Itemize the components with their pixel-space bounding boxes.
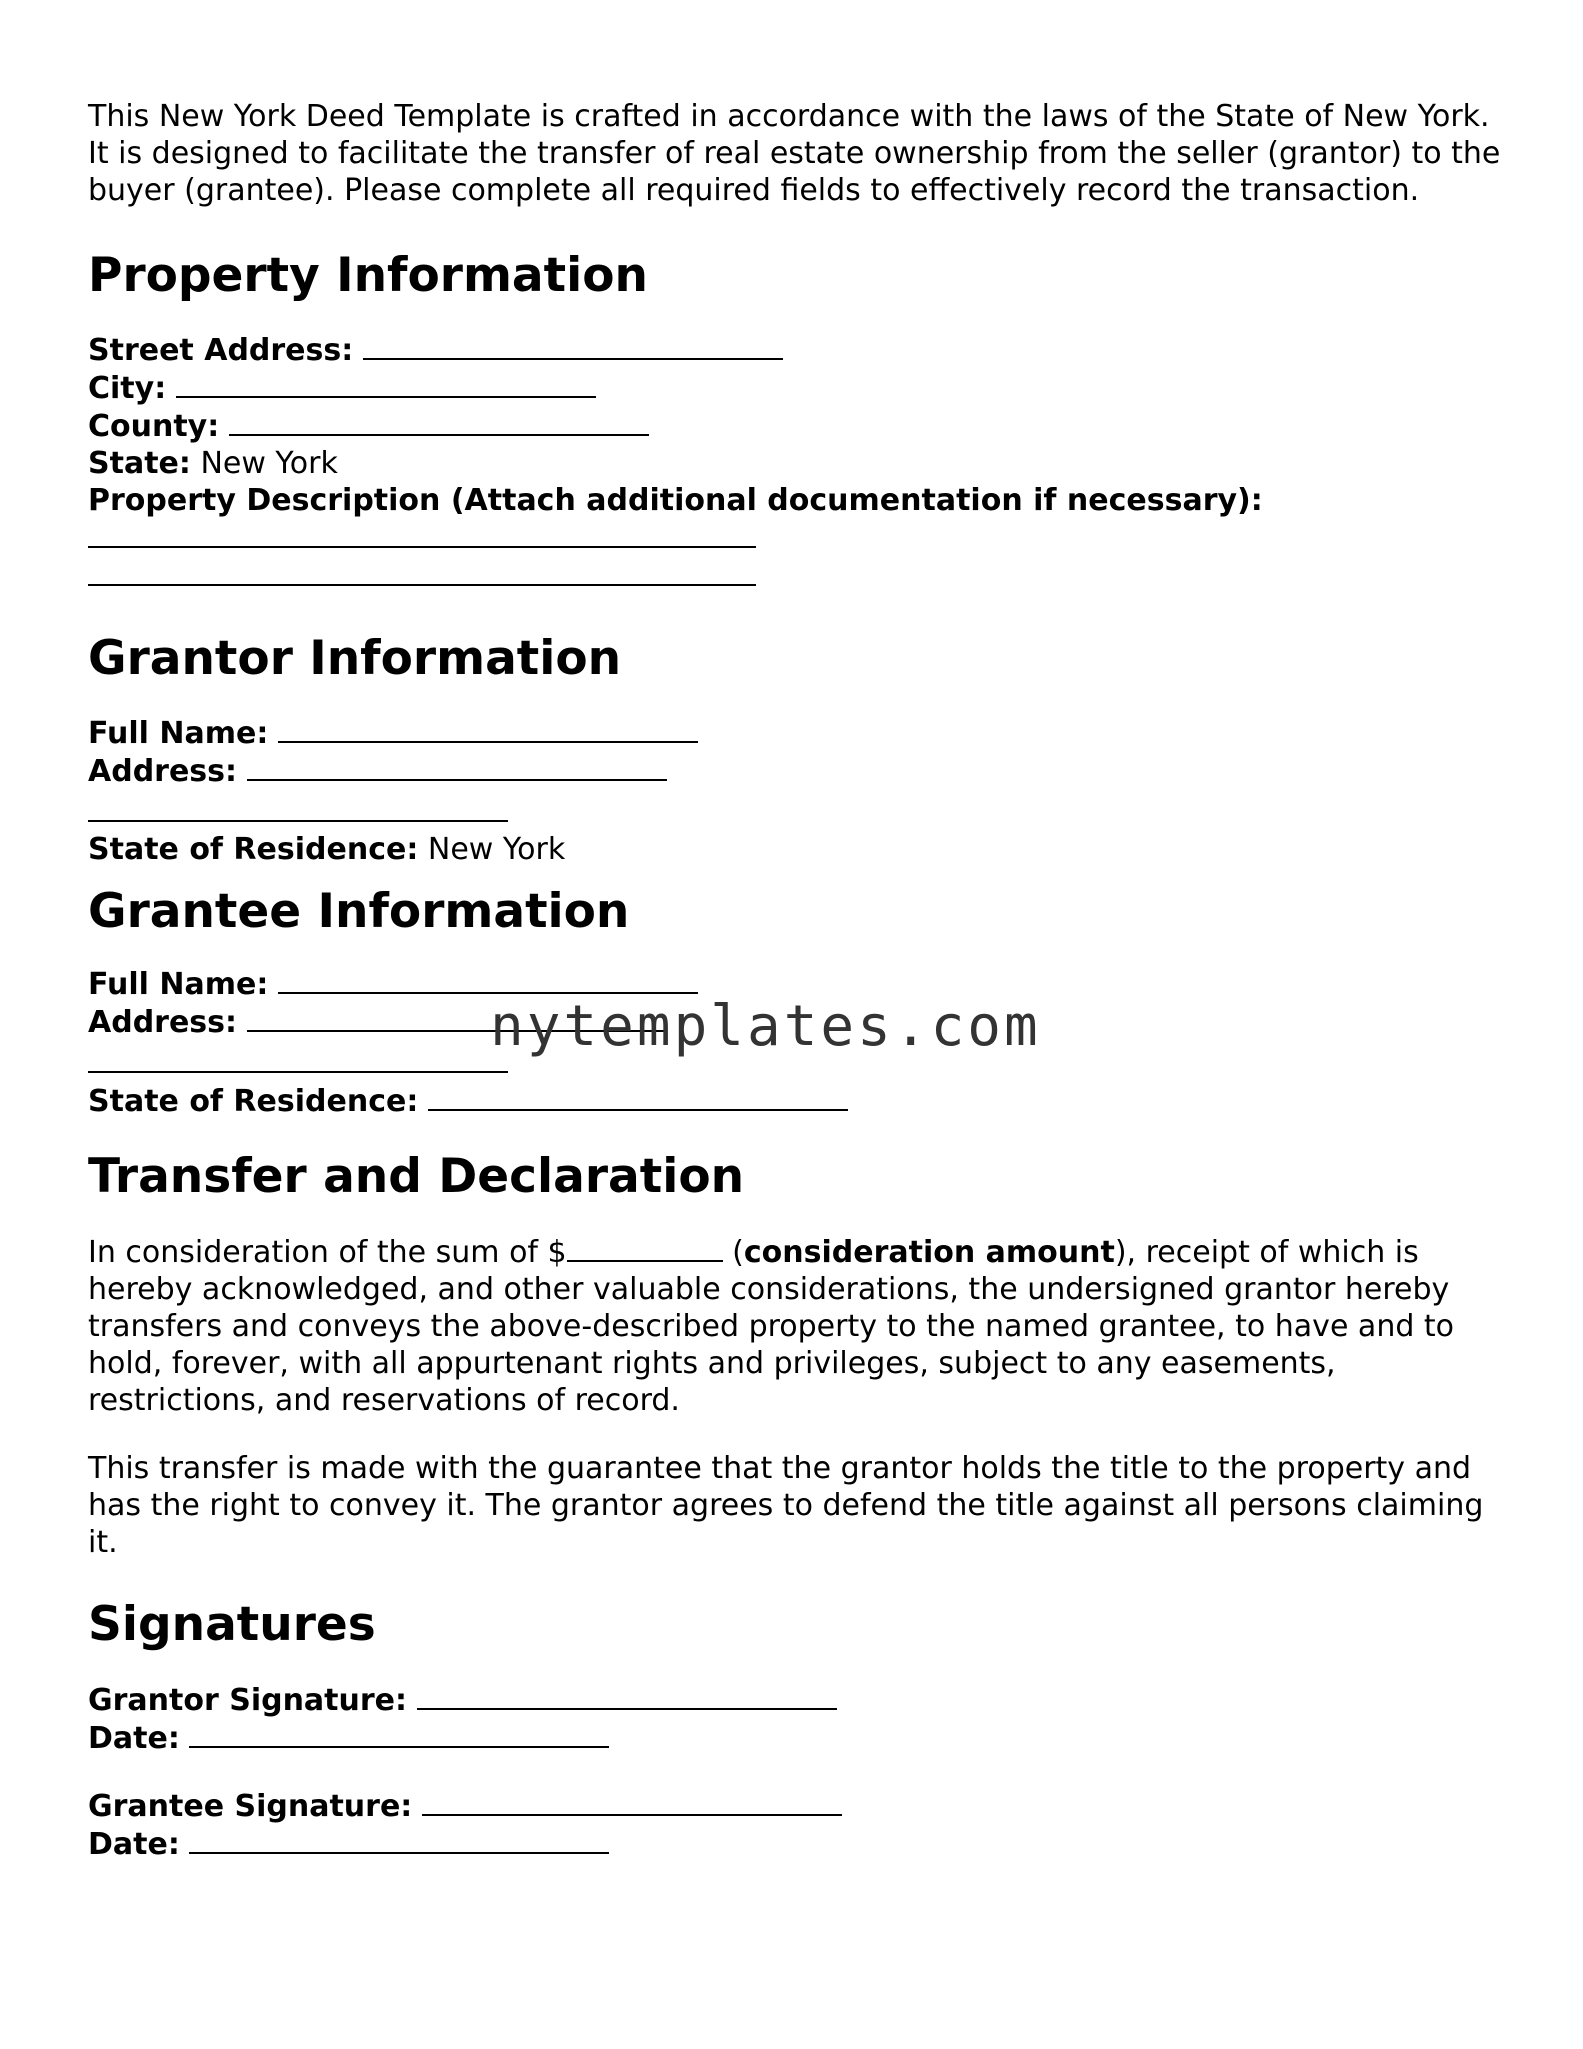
grantor-name-blank[interactable] [278, 714, 698, 743]
grantor-residence-value: New York [427, 832, 566, 867]
grantor-name-label: Full Name: [88, 716, 269, 751]
grantee-residence-field [88, 1082, 1508, 1120]
street-address-blank[interactable] [363, 331, 783, 360]
grantor-address-blank-2[interactable] [88, 793, 508, 822]
grantee-signature-label: Grantee Signature: [88, 1789, 413, 1824]
grantor-name-field [88, 714, 1508, 752]
street-address-label: Street Address: [88, 333, 354, 368]
grantee-address-label: Address: [88, 1005, 238, 1040]
transfer-heading: Transfer and Declaration [88, 1149, 745, 1204]
grantor-address-field [88, 752, 1508, 790]
grantor-residence-field [88, 831, 1508, 868]
grantee-date-field [88, 1825, 1508, 1863]
consideration-amount-blank[interactable] [567, 1233, 723, 1262]
property-description-line-2 [88, 557, 1508, 595]
deed-document [88, 98, 1508, 1863]
county-blank[interactable] [229, 407, 649, 436]
property-description-label: Property Description (Attach additional documentation if necessary): [88, 483, 1263, 518]
grantee-name-label: Full Name: [88, 967, 269, 1002]
grantor-fields [88, 714, 1508, 868]
grantee-name-blank[interactable] [278, 965, 698, 994]
watermark: nytemplates.com [490, 994, 1041, 1059]
city-field [88, 369, 1508, 407]
grantor-signature-block [88, 1681, 1508, 1757]
property-description-blank-1[interactable] [88, 519, 756, 548]
transfer-p1-paren-open: ( [722, 1235, 744, 1270]
grantee-date-blank[interactable] [189, 1825, 609, 1854]
grantor-date-field [88, 1719, 1508, 1757]
street-address-field [88, 331, 1508, 369]
county-label: County: [88, 409, 220, 444]
signatures-heading: Signatures [88, 1597, 376, 1652]
grantor-signature-field [88, 1681, 1508, 1719]
grantee-heading: Grantee Information [88, 884, 630, 939]
grantor-signature-blank[interactable] [417, 1681, 837, 1710]
grantor-residence-label: State of Residence: [88, 832, 419, 867]
grantee-residence-label: State of Residence: [88, 1084, 419, 1119]
grantor-address-blank[interactable] [247, 752, 667, 781]
state-value: New York [200, 446, 338, 481]
intro-paragraph: This New York Deed Template is crafted in accordance with the laws of the State of New York. It is designed to facilitate the transfer of real estate ownership from the seller (grantor) to the buyer (grantee). Please complete all required fields to effectively record the transaction. [88, 99, 1501, 208]
property-fields [88, 331, 1508, 595]
grantee-address-blank-2[interactable] [88, 1044, 508, 1073]
city-blank[interactable] [176, 369, 596, 398]
property-description-line-1 [88, 519, 1508, 557]
grantor-date-label: Date: [88, 1721, 180, 1756]
county-field [88, 407, 1508, 445]
grantor-date-blank[interactable] [189, 1719, 609, 1748]
state-label: State: [88, 446, 191, 481]
grantee-signature-field [88, 1787, 1508, 1825]
property-description-blank-2[interactable] [88, 557, 756, 586]
transfer-p1-start: In consideration of the sum of $ [88, 1235, 567, 1270]
grantor-address-line-2 [88, 793, 1508, 831]
grantor-heading: Grantor Information [88, 631, 622, 686]
grantor-address-label: Address: [88, 754, 238, 789]
consideration-amount-label: consideration amount [743, 1235, 1115, 1270]
transfer-paragraph-1 [88, 1233, 1508, 1419]
transfer-paragraph-2: This transfer is made with the guarantee that the grantor holds the title to the property and has the right to convey it. The grantor agrees to defend the title against all persons claiming it. [88, 1451, 1484, 1560]
transfer-p1-end: ), receipt of which is hereby acknowledged, and other valuable considerations, the undersigned grantor hereby transfers and conveys the above-described property to the named grantee, to have and to hold, forever, with all appurtenant rights and privileges, subject to any easements, restrictions, and reservations of record. [88, 1235, 1455, 1418]
property-description-field [88, 482, 1508, 519]
grantor-signature-label: Grantor Signature: [88, 1683, 408, 1718]
city-label: City: [88, 371, 167, 406]
grantee-date-label: Date: [88, 1827, 180, 1862]
grantee-signature-blank[interactable] [422, 1787, 842, 1816]
property-heading: Property Information [88, 248, 648, 303]
state-field [88, 445, 1508, 482]
grantee-signature-block [88, 1787, 1508, 1863]
grantee-residence-blank[interactable] [428, 1082, 848, 1111]
